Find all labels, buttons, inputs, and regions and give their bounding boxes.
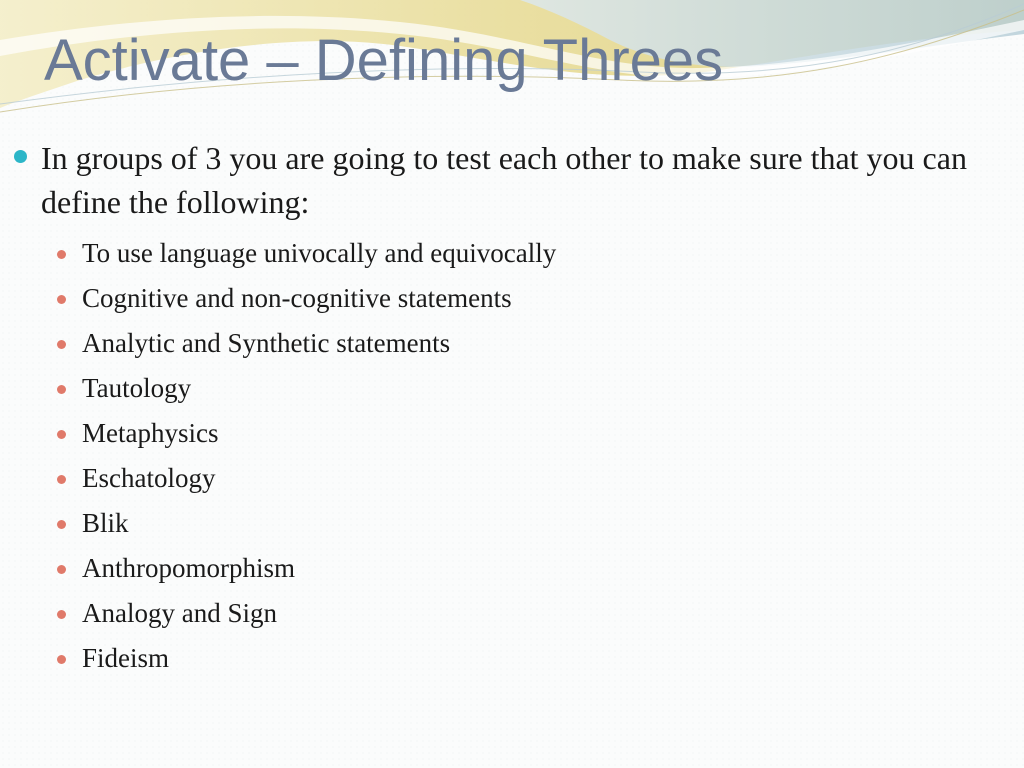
main-bullet-text: In groups of 3 you are going to test each other to make sure that you can define the following: xyxy=(41,140,967,220)
sub-bullet-dot-icon xyxy=(57,475,66,484)
sub-bullet-list xyxy=(14,231,984,681)
sub-bullet-dot-icon xyxy=(57,430,66,439)
sub-bullet-item xyxy=(55,501,984,546)
sub-bullet-item xyxy=(55,276,984,321)
sub-bullet-text: Anthropomorphism xyxy=(82,553,295,583)
sub-bullet-dot-icon xyxy=(57,295,66,304)
sub-bullet-item xyxy=(55,591,984,636)
sub-bullet-item xyxy=(55,411,984,456)
sub-bullet-text: Tautology xyxy=(82,373,192,403)
sub-bullet-item xyxy=(55,546,984,591)
sub-bullet-text: Cognitive and non-cognitive statements xyxy=(82,283,512,313)
slide-content xyxy=(14,136,984,681)
sub-bullet-dot-icon xyxy=(57,520,66,529)
sub-bullet-text: Fideism xyxy=(82,643,170,673)
sub-bullet-item xyxy=(55,231,984,276)
sub-bullet-item xyxy=(55,321,984,366)
sub-bullet-dot-icon xyxy=(57,610,66,619)
sub-bullet-item xyxy=(55,636,984,681)
sub-bullet-text: Analogy and Sign xyxy=(82,598,277,628)
slide-title: Activate – Defining Threes xyxy=(44,28,724,93)
sub-bullet-text: Blik xyxy=(82,508,129,538)
sub-bullet-item xyxy=(55,456,984,501)
main-bullet-dot-icon xyxy=(14,150,27,163)
main-bullet xyxy=(14,136,984,224)
sub-bullet-dot-icon xyxy=(57,250,66,259)
sub-bullet-text: Analytic and Synthetic statements xyxy=(82,328,451,358)
sub-bullet-text: To use language univocally and equivocally xyxy=(82,238,557,268)
sub-bullet-dot-icon xyxy=(57,565,66,574)
sub-bullet-text: Metaphysics xyxy=(82,418,219,448)
sub-bullet-dot-icon xyxy=(57,655,66,664)
sub-bullet-item xyxy=(55,366,984,411)
sub-bullet-dot-icon xyxy=(57,340,66,349)
sub-bullet-dot-icon xyxy=(57,385,66,394)
sub-bullet-text: Eschatology xyxy=(82,463,216,493)
